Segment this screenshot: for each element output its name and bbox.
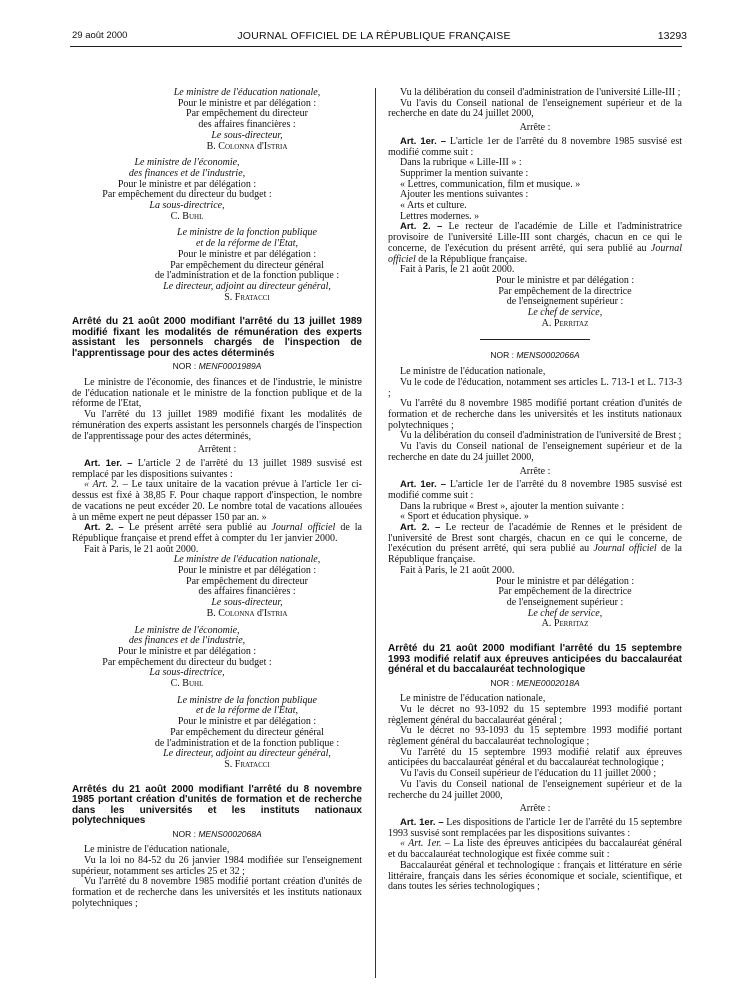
- signatory-line: des affaires financières :: [198, 586, 296, 598]
- arrete-experts-apprentissage: [72, 317, 362, 555]
- arrete-ufr-creation: [72, 785, 362, 910]
- signatory-role: La sous-directrice,: [149, 667, 225, 679]
- signatory-role: Le sous-directeur,: [211, 129, 283, 141]
- signature-block-education: [72, 88, 362, 152]
- signatory-name: B. Colonna d'Istria: [206, 140, 288, 152]
- nor-reference: NOR : MENS0002066A: [490, 350, 580, 361]
- signatory-delegation: Pour le ministre et par délégation :: [177, 248, 317, 260]
- article-2-quote: « Art. 2. – Le taux unitaire de la vacation prévue à l'article 1er ci-dessus est fixé à 38,85 F. Pour chaque rapport d'inspection, le nombre de vacations ne peut excéder 20. Le nombre total de vacations allouées à un même expert ne peut dépasser 150 par an. »: [72, 479, 362, 523]
- fait-a-paris: Fait à Paris, le 21 août 2000.: [400, 564, 515, 576]
- signatory-line: Par empêchement de la directrice: [498, 285, 632, 297]
- paragraph: Vu le décret no 93-1093 du 15 septembre 1993 modifié portant règlement général du baccalauréat technologique ;: [388, 725, 682, 748]
- article-1: Art. 1er. – L'article 2 de l'arrêté du 13 juillet 1989 susvisé est remplacé par les dispositions suivantes :: [72, 457, 362, 480]
- signatory-role: Le chef de service,: [527, 607, 603, 619]
- article-2: Art. 2. – Le recteur de l'académie de Lille et l'administratrice provisoire de l'université Lille-III sont chargés, chacun en ce qui le concerne, de l'exécution du présent arrêté, qui sera publié au Journal officiel de la République française.: [388, 221, 682, 265]
- signatory-delegation: Pour le ministre et par délégation :: [117, 645, 257, 657]
- list-item: Lettres modernes. »: [400, 210, 480, 222]
- signature-block-economy: [72, 158, 362, 222]
- arrete-title: Arrêté du 21 août 2000 modifiant l'arrêté du 13 juillet 1989 modifié fixant les modalités de rémunération des experts assistant les personnels chargés de l'inspection de l'apprentissage pour des actes déterminés: [72, 316, 362, 359]
- list-item: Dans la rubrique « Lille-III » :: [400, 157, 522, 169]
- signature-block-fonction-publique: [72, 228, 362, 303]
- signatory-name: A. Perritaz: [541, 618, 589, 630]
- signatory-name: C. Buhl: [170, 210, 204, 222]
- signatory-line: Par empêchement de la directrice: [498, 586, 632, 598]
- paragraph: Vu l'avis du Conseil national de l'enseignement supérieur et de la recherche en date du 24 juillet 2000,: [388, 97, 682, 120]
- section-divider: [480, 339, 590, 340]
- signatory-line: de l'administration et de la fonction publique :: [154, 737, 340, 749]
- signature-block-fonction-publique-2: [72, 696, 362, 771]
- signatory-minister: Le ministre de l'économie,: [134, 624, 240, 636]
- signatory-name: A. Perritaz: [541, 317, 589, 329]
- paragraph: Le ministre de l'éducation nationale,: [84, 844, 230, 856]
- signatory-delegation: Pour le ministre et par délégation :: [495, 575, 635, 587]
- signatory-minister: Le ministre de la fonction publique: [177, 227, 317, 239]
- signatory-line: Par empêchement du directeur du budget :: [102, 656, 272, 668]
- signatory-line: Par empêchement du directeur: [186, 108, 308, 120]
- signatory-line: Par empêchement du directeur général: [170, 259, 324, 271]
- arrete-brest: [388, 350, 682, 630]
- paragraph: Vu l'arrêté du 8 novembre 1985 modifié portant création d'unités de formation et de recherche dans les universités et les instituts nationaux polytechniques ;: [72, 876, 362, 909]
- article-1-quote: « Art. 1er. – La liste des épreuves anticipées du baccalauréat général et du baccalauréat technologique est fixée comme suit :: [388, 838, 682, 861]
- arrete-baccalaureat: [388, 644, 682, 893]
- list-item: « Arts et culture.: [400, 200, 467, 212]
- paragraph: Vu l'avis du Conseil national de l'enseignement supérieur et de la recherche en date du 24 juillet 2000,: [388, 441, 682, 463]
- signatory-line: Par empêchement du directeur du budget :: [102, 189, 272, 201]
- signatory-role: Le directeur, adjoint au directeur général,: [163, 280, 331, 292]
- signatory-line: Par empêchement du directeur général: [170, 726, 324, 738]
- paragraph: Vu la loi no 84-52 du 26 janvier 1984 modifiée sur l'enseignement supérieur, notamment ses articles 25 et 32 ;: [72, 855, 362, 877]
- list-item: Supprimer la mention suivante :: [400, 167, 529, 179]
- signatory-name: C. Buhl: [170, 678, 204, 690]
- signatory-line: de l'administration et de la fonction publique :: [154, 270, 340, 282]
- signatory-delegation: Pour le ministre et par délégation :: [495, 274, 635, 286]
- signatory-delegation: Pour le ministre et par délégation :: [177, 565, 317, 577]
- signatory-minister: et de la réforme de l'Etat,: [195, 705, 299, 717]
- list-item: Ajouter les mentions suivantes :: [400, 189, 529, 201]
- signatory-line: de l'enseignement supérieur :: [506, 596, 624, 608]
- signatory-role: Le sous-directeur,: [211, 597, 283, 609]
- signature-block-economy-2: [72, 626, 362, 690]
- signatory-minister: Le ministre de l'économie,: [134, 157, 240, 169]
- arrete-label: Arrête :: [519, 465, 551, 477]
- signatory-role: Le chef de service,: [527, 307, 603, 319]
- paragraph: Vu le code de l'éducation, notamment ses articles L. 713-1 et L. 713-3 ;: [388, 376, 682, 399]
- signatory-minister: Le ministre de l'éducation nationale,: [173, 554, 321, 566]
- arrete-title: Arrêtés du 21 août 2000 modifiant l'arrêté du 8 novembre 1985 portant création d'unités de formation et de recherche dans les universités et les instituts nationaux polytechniques: [72, 783, 362, 827]
- page-number: 13293: [657, 30, 687, 42]
- signatory-name: S. Fratacci: [224, 758, 270, 770]
- left-column: [72, 88, 362, 910]
- journal-title: JOURNAL OFFICIEL DE LA RÉPUBLIQUE FRANÇAISE: [237, 30, 511, 42]
- right-column: [388, 88, 682, 893]
- signatory-delegation: Pour le ministre et par délégation :: [177, 97, 317, 109]
- paragraph: Vu l'arrêté du 8 novembre 1985 modifié portant création d'unités de formation et de recherche dans les universités et les instituts nationaux polytechniques ;: [388, 398, 682, 431]
- paragraph: Vu l'avis du Conseil national de l'enseignement supérieur et de la recherche du 24 juillet 2000,: [388, 778, 682, 801]
- signatory-minister: et de la réforme de l'Etat,: [195, 238, 299, 250]
- paragraph: Vu l'arrêté du 15 septembre 1993 modifié relatif aux épreuves anticipées du baccalauréat général et du baccalauréat technologique ;: [388, 746, 682, 769]
- signatory-minister: des finances et de l'industrie,: [128, 635, 246, 647]
- paragraph: Vu l'avis du Conseil supérieur de l'éducation du 11 juillet 2000 ;: [400, 768, 657, 780]
- signatory-name: S. Fratacci: [224, 291, 270, 303]
- arretent-label: Arrêtent :: [197, 444, 237, 456]
- fait-a-paris: Fait à Paris, le 21 août 2000.: [400, 264, 515, 276]
- paragraph: Le ministre de l'économie, des finances et de l'industrie, le ministre de l'éducation nationale et le ministre de la fonction publique et de la réforme de l'Etat,: [72, 377, 362, 410]
- header-rule: [70, 46, 682, 47]
- paragraph: Vu la délibération du conseil d'administration de l'université Lille-III ;: [400, 87, 681, 98]
- signatory-minister: Le ministre de l'éducation nationale,: [173, 87, 321, 98]
- paragraph: Le ministre de l'éducation nationale,: [400, 366, 546, 378]
- signatory-delegation: Pour le ministre et par délégation :: [177, 716, 317, 728]
- list-item: « Lettres, communication, film et musique. »: [400, 178, 581, 190]
- header-date: 29 août 2000: [72, 30, 128, 41]
- signatory-role: La sous-directrice,: [149, 200, 225, 212]
- signature-block-education-2: [72, 555, 362, 619]
- nor-reference: NOR : MENS0002068A: [172, 828, 262, 839]
- paragraph: Le ministre de l'éducation nationale,: [400, 693, 546, 705]
- paragraph: Vu la délibération du conseil d'administration de l'université de Brest ;: [400, 430, 682, 442]
- list-item: « Sport et éducation physique. »: [400, 511, 529, 523]
- nor-reference: NOR : MENF0001989A: [172, 361, 262, 372]
- article-1: Art. 1er. – L'article 1er de l'arrêté du 8 novembre 1985 susvisé est modifié comme suit :: [388, 135, 682, 158]
- paragraph: Vu l'arrêté du 13 juillet 1989 modifié fixant les modalités de rémunération des experts assistant les personnels chargés de l'inspection de l'apprentissage pour des actes déterminés,: [72, 409, 362, 442]
- signatory-line: Par empêchement du directeur: [186, 575, 308, 587]
- signatory-line: des affaires financières :: [198, 119, 296, 131]
- signatory-name: B. Colonna d'Istria: [206, 607, 288, 619]
- article-2: Art. 2. – Le présent arrêté sera publié au Journal officiel de la République française et prend effet à compter du 1er janvier 2000.: [72, 522, 362, 544]
- signatory-delegation: Pour le ministre et par délégation :: [117, 178, 257, 190]
- signatory-role: Le directeur, adjoint au directeur général,: [163, 748, 331, 760]
- arrete-label: Arrête :: [519, 122, 551, 134]
- paragraph: Vu le décret no 93-1092 du 15 septembre 1993 modifié portant règlement général du baccalauréat général ;: [388, 703, 682, 726]
- nor-reference: NOR : MENE0002018A: [490, 677, 580, 688]
- arrete-label: Arrête :: [519, 803, 551, 815]
- signatory-minister: des finances et de l'industrie,: [128, 167, 246, 179]
- arrete-lille: [388, 88, 682, 329]
- arrete-title: Arrêté du 21 août 2000 modifiant l'arrêté du 15 septembre 1993 modifié relatif aux épreuves anticipées du baccalauréat général et du baccalauréat technologique: [388, 643, 682, 676]
- article-1: Art. 1er. – L'article 1er de l'arrêté du 8 novembre 1985 susvisé est modifié comme suit :: [388, 479, 682, 501]
- page-header: [0, 0, 748, 56]
- paragraph: Baccalauréat général et technologique : français et littérature en série littéraire, français dans les séries économique et sociale, scientifique, et dans toutes les séries technologiques ;: [388, 859, 682, 893]
- signatory-line: de l'enseignement supérieur :: [506, 296, 624, 308]
- article-2: Art. 2. – Le recteur de l'académie de Rennes et le président de l'université de Brest sont chargés, chacun en ce qui le concerne, de l'exécution du présent arrêté, qui sera publié au Journal officiel de la République française.: [388, 522, 682, 566]
- fait-a-paris: Fait à Paris, le 21 août 2000.: [84, 543, 199, 555]
- column-divider: [375, 88, 376, 978]
- article-1: Art. 1er. – Les dispositions de l'article 1er de l'arrêté du 15 septembre 1993 susvisé sont remplacées par les dispositions suivantes :: [388, 816, 682, 839]
- list-item: Dans la rubrique « Brest », ajouter la mention suivante :: [400, 500, 625, 512]
- signatory-minister: Le ministre de la fonction publique: [177, 694, 317, 706]
